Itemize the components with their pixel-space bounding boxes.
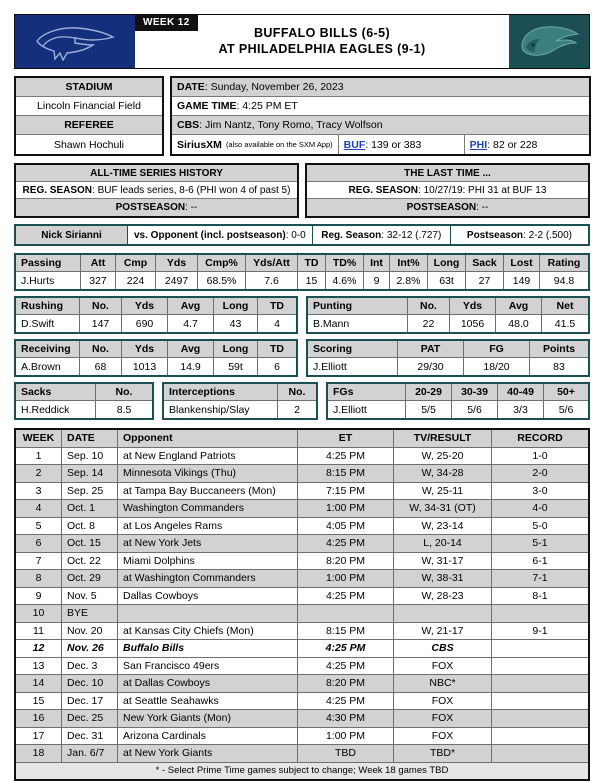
schedule-cell-opponent: at Kansas City Chiefs (Mon) xyxy=(118,623,298,641)
schedule-cell-date: Dec. 10 xyxy=(62,675,118,693)
schedule-cell-opponent: at New York Giants xyxy=(118,745,298,763)
passing-value-10: 63t xyxy=(428,272,466,289)
schedule-cell-et xyxy=(298,605,394,623)
passing-value-3: 2497 xyxy=(156,272,198,289)
receiving-value-1: 68 xyxy=(80,358,122,375)
schedule-cell-record xyxy=(492,710,588,728)
punting-value-4: 41.5 xyxy=(554,317,576,330)
scoring-value-2: 18/20 xyxy=(464,358,530,375)
schedule-cell-tv: W, 23-14 xyxy=(394,518,492,536)
passing-header-6: TD xyxy=(298,255,326,272)
schedule-cell-record xyxy=(492,640,588,658)
schedule-header-row xyxy=(16,430,588,448)
schedule-cell-opponent: San Francisco 49ers xyxy=(118,658,298,676)
table-row[interactable] xyxy=(16,745,588,763)
schedule-cell-week: 16 xyxy=(16,710,62,728)
sacks-stats-table xyxy=(14,382,154,420)
schedule-cell-week: 7 xyxy=(16,553,62,571)
schedule-cell-week: 18 xyxy=(16,745,62,763)
schedule-cell-date: Jan. 6/7 xyxy=(62,745,118,763)
table-row[interactable] xyxy=(16,465,588,483)
schedule-cell-tv: W, 34-31 (OT) xyxy=(394,500,492,518)
passing-header-12: Lost xyxy=(504,255,540,272)
passing-value-6: 15 xyxy=(298,272,326,289)
punting-value-0: B.Mann xyxy=(308,315,408,332)
schedule-cell-opponent: Buffalo Bills xyxy=(118,640,298,658)
schedule-cell-tv: FOX xyxy=(394,693,492,711)
schedule-cell-week: 13 xyxy=(16,658,62,676)
schedule-cell-tv: W, 25-20 xyxy=(394,448,492,466)
schedule-header-et: ET xyxy=(298,430,394,448)
punting-header-1: No. xyxy=(408,298,450,315)
table-row[interactable] xyxy=(16,658,588,676)
schedule-cell-et: 1:00 PM xyxy=(298,728,394,746)
coach-vs-opponent-label: vs. Opponent (incl. postseason) xyxy=(134,229,286,241)
fgs-header-3: 40-49 xyxy=(498,384,544,401)
coach-vs-opponent: vs. Opponent (incl. postseason) : 0-0 xyxy=(128,226,313,244)
schedule-cell-record: 5-0 xyxy=(492,518,588,536)
radio-home-value: 82 or 228 xyxy=(493,138,538,151)
schedule-cell-tv: W, 34-28 xyxy=(394,465,492,483)
radio-home-team-link[interactable]: PHI xyxy=(469,138,488,151)
schedule-cell-et: TBD xyxy=(298,745,394,763)
passing-header-1: Att xyxy=(81,255,116,272)
passing-header-11: Sack xyxy=(466,255,504,272)
gametime-row: GAME TIME : 4:25 PM ET xyxy=(172,97,589,116)
schedule-cell-opponent xyxy=(118,605,298,623)
schedule-cell-et: 8:15 PM xyxy=(298,465,394,483)
receiving-value-0: A.Brown xyxy=(16,358,80,375)
scoring-value-3: 83 xyxy=(553,360,565,373)
schedule-cell-record: 7-1 xyxy=(492,570,588,588)
table-row[interactable] xyxy=(16,535,588,553)
punting-header-0: Punting xyxy=(308,298,408,315)
schedule-cell-record xyxy=(492,745,588,763)
schedule-cell-opponent: Minnesota Vikings (Thu) xyxy=(118,465,298,483)
matchup-title xyxy=(135,15,509,68)
schedule-cell-date: Nov. 5 xyxy=(62,588,118,606)
scoring-header-1: PAT xyxy=(398,341,464,358)
fgs-value-4: 5/6 xyxy=(558,403,574,416)
tv-label: CBS xyxy=(177,119,200,131)
table-row[interactable] xyxy=(16,728,588,746)
schedule-cell-tv: FOX xyxy=(394,658,492,676)
fgs-header-2: 30-39 xyxy=(452,384,498,401)
coach-reg-season-label: Reg. Season xyxy=(321,229,382,241)
table-row[interactable] xyxy=(16,588,588,606)
passing-value-8: 9 xyxy=(364,272,390,289)
title-line-home: AT PHILADELPHIA EAGLES (9-1) xyxy=(218,41,426,56)
referee-value: Shawn Hochuli xyxy=(16,135,162,154)
head-coach-name: Nick Sirianni xyxy=(16,226,128,244)
rushing-value-4: 43 xyxy=(214,315,258,332)
all-time-series-regular: REG. SEASON : BUF leads series, 8-6 (PHI won 4 of past 5) xyxy=(16,182,297,199)
schedule-cell-week: 14 xyxy=(16,675,62,693)
date-label: DATE xyxy=(177,81,205,93)
rushing-header-5: TD xyxy=(258,298,296,315)
schedule-cell-et: 4:25 PM xyxy=(298,588,394,606)
scoring-value-0: J.Elliott xyxy=(308,358,398,375)
title-line-away: BUFFALO BILLS (6-5) xyxy=(253,25,391,40)
schedule-cell-date: Nov. 26 xyxy=(62,640,118,658)
schedule-cell-date: Oct. 29 xyxy=(62,570,118,588)
schedule-cell-record xyxy=(492,675,588,693)
all-time-series-title: ALL-TIME SERIES HISTORY xyxy=(16,165,297,182)
schedule-cell-record xyxy=(492,658,588,676)
all-time-post-label: POSTSEASON xyxy=(115,202,186,213)
schedule-cell-week: 15 xyxy=(16,693,62,711)
receiving-header-1: No. xyxy=(80,341,122,358)
fgs-value-3: 3/3 xyxy=(498,401,544,418)
schedule-cell-et: 8:15 PM xyxy=(298,623,394,641)
schedule-cell-week: 2 xyxy=(16,465,62,483)
schedule-cell-week: 1 xyxy=(16,448,62,466)
passing-value-5: 7.6 xyxy=(246,272,298,289)
gametime-label: GAME TIME xyxy=(177,100,237,112)
schedule-cell-record: 8-1 xyxy=(492,588,588,606)
table-row[interactable] xyxy=(16,483,588,501)
passing-header-row xyxy=(16,255,588,272)
fgs-header-1: 20-29 xyxy=(406,384,452,401)
schedule-cell-date: Dec. 17 xyxy=(62,693,118,711)
punting-value-3: 48.0 xyxy=(496,315,542,332)
schedule-cell-opponent: Miami Dolphins xyxy=(118,553,298,571)
schedule-cell-et: 4:05 PM xyxy=(298,518,394,536)
passing-value-11: 27 xyxy=(466,272,504,289)
schedule-cell-tv: CBS xyxy=(394,640,492,658)
schedule-cell-date: Nov. 20 xyxy=(62,623,118,641)
schedule-cell-tv: W, 28-23 xyxy=(394,588,492,606)
sacks-value-1: 8.5 xyxy=(116,403,132,416)
schedule-cell-tv: NBC* xyxy=(394,675,492,693)
schedule-cell-et: 4:25 PM xyxy=(298,658,394,676)
table-row[interactable] xyxy=(16,570,588,588)
receiving-header-0: Receiving xyxy=(16,341,80,358)
receiving-value-3: 14.9 xyxy=(168,358,214,375)
passing-value-9: 2.8% xyxy=(390,272,428,289)
rushing-value-3: 4.7 xyxy=(168,315,214,332)
punting-stats-table xyxy=(306,296,590,334)
table-row[interactable] xyxy=(16,710,588,728)
radio-row xyxy=(172,135,589,154)
matchup-header xyxy=(14,14,590,69)
schedule-cell-tv: W, 38-31 xyxy=(394,570,492,588)
coach-postseason-label: Postseason xyxy=(466,229,524,241)
schedule-cell-opponent: Arizona Cardinals xyxy=(118,728,298,746)
schedule-cell-week: 3 xyxy=(16,483,62,501)
schedule-cell-date: Sep. 25 xyxy=(62,483,118,501)
broadcast-block xyxy=(170,76,591,156)
field-goals-stats-table xyxy=(326,382,590,420)
passing-value-0: J.Hurts xyxy=(16,272,81,289)
game-notes-page xyxy=(0,14,604,780)
rushing-punting-row xyxy=(14,296,590,334)
schedule-cell-week: 6 xyxy=(16,535,62,553)
schedule-cell-et: 8:20 PM xyxy=(298,675,394,693)
fgs-value-2: 5/6 xyxy=(452,401,498,418)
season-schedule-table xyxy=(14,428,590,781)
passing-header-5: Yds/Att xyxy=(246,255,298,272)
radio-away-channel[interactable]: BUF : 139 or 383 xyxy=(339,135,465,154)
schedule-cell-date: Dec. 31 xyxy=(62,728,118,746)
schedule-cell-record: 4-0 xyxy=(492,500,588,518)
receiving-value-5: 6 xyxy=(274,360,280,373)
schedule-cell-date: Sep. 10 xyxy=(62,448,118,466)
interceptions-value-0: Blankenship/Slay xyxy=(164,401,278,418)
schedule-cell-record: 3-0 xyxy=(492,483,588,501)
last-time-reg-value: 10/27/19: PHI 31 at BUF 13 xyxy=(423,184,547,196)
stadium-referee-block xyxy=(14,76,164,156)
all-time-post-value: -- xyxy=(190,202,198,213)
sacks-header-1: No. xyxy=(96,384,152,401)
fgs-header-0: FGs xyxy=(328,384,406,401)
passing-header-7: TD% xyxy=(326,255,364,272)
schedule-body xyxy=(16,448,588,763)
game-info-section xyxy=(14,76,590,156)
schedule-cell-tv: TBD* xyxy=(394,745,492,763)
schedule-cell-tv: W, 21-17 xyxy=(394,623,492,641)
last-time-post-label: POSTSEASON xyxy=(406,202,477,213)
passing-value-2: 224 xyxy=(116,272,156,289)
radio-provider xyxy=(172,135,339,154)
passing-value-7: 4.6% xyxy=(326,272,364,289)
table-row[interactable] xyxy=(16,448,588,466)
schedule-cell-et: 4:25 PM xyxy=(298,448,394,466)
last-time-post-value: -- xyxy=(481,202,489,213)
date-row: DATE : Sunday, November 26, 2023 xyxy=(172,78,589,97)
rushing-value-1: 147 xyxy=(80,315,122,332)
passing-data-row xyxy=(16,272,588,289)
last-time-title: THE LAST TIME ... xyxy=(307,165,588,182)
schedule-cell-opponent: at Seattle Seahawks xyxy=(118,693,298,711)
schedule-cell-opponent: at New England Patriots xyxy=(118,448,298,466)
receiving-header-5: TD xyxy=(258,341,296,358)
passing-header-13: Rating xyxy=(540,255,588,272)
radio-label: SiriusXM xyxy=(177,138,222,151)
fgs-header-4: 50+ xyxy=(544,384,588,401)
head-coach-record-bar xyxy=(14,224,590,246)
punting-value-2: 1056 xyxy=(450,315,496,332)
sacks-value-0: H.Reddick xyxy=(16,401,96,418)
table-row[interactable] xyxy=(16,553,588,571)
date-value: Sunday, November 26, 2023 xyxy=(210,81,344,93)
series-history-section xyxy=(14,163,590,218)
rushing-header-0: Rushing xyxy=(16,298,80,315)
gametime-value: 4:25 PM ET xyxy=(242,100,298,112)
passing-header-10: Long xyxy=(428,255,466,272)
all-time-series-block xyxy=(14,163,299,218)
schedule-cell-opponent: at Los Angeles Rams xyxy=(118,518,298,536)
passing-value-13: 94.8 xyxy=(553,274,575,287)
scoring-header-0: Scoring xyxy=(308,341,398,358)
fgs-value-0: J.Elliott xyxy=(328,401,406,418)
all-time-series-postseason: POSTSEASON : -- xyxy=(16,199,297,216)
schedule-cell-et: 4:25 PM xyxy=(298,535,394,553)
all-time-reg-label: REG. SEASON xyxy=(22,184,93,196)
stadium-label: STADIUM xyxy=(16,78,162,97)
interceptions-header-1: No. xyxy=(278,384,316,401)
schedule-cell-tv: FOX xyxy=(394,710,492,728)
schedule-cell-opponent: Dallas Cowboys xyxy=(118,588,298,606)
rushing-stats-table xyxy=(14,296,298,334)
schedule-cell-et: 1:00 PM xyxy=(298,500,394,518)
coach-postseason-value: 2-2 (.500) xyxy=(528,229,572,241)
rushing-header-2: Yds xyxy=(122,298,168,315)
schedule-cell-tv: W, 31-17 xyxy=(394,553,492,571)
schedule-cell-tv: L, 20-14 xyxy=(394,535,492,553)
schedule-cell-et: 4:25 PM xyxy=(298,640,394,658)
schedule-cell-record xyxy=(492,728,588,746)
schedule-header-tv: TV/RESULT xyxy=(394,430,492,448)
interceptions-value-1: 2 xyxy=(294,403,300,416)
stadium-value: Lincoln Financial Field xyxy=(16,97,162,116)
scoring-stats-table xyxy=(306,339,590,377)
schedule-cell-record: 2-0 xyxy=(492,465,588,483)
tv-value: Jim Nantz, Tony Romo, Tracy Wolfson xyxy=(205,119,383,131)
schedule-cell-week: 17 xyxy=(16,728,62,746)
schedule-cell-record xyxy=(492,693,588,711)
schedule-cell-date: Sep. 14 xyxy=(62,465,118,483)
week-badge: WEEK 12 xyxy=(135,15,198,31)
table-row[interactable] xyxy=(16,623,588,641)
schedule-header-date: DATE xyxy=(62,430,118,448)
tv-row: CBS : Jim Nantz, Tony Romo, Tracy Wolfson xyxy=(172,116,589,135)
schedule-cell-et: 4:30 PM xyxy=(298,710,394,728)
referee-label: REFEREE xyxy=(16,116,162,135)
schedule-cell-date: Dec. 3 xyxy=(62,658,118,676)
schedule-header-opponent: Opponent xyxy=(118,430,298,448)
table-row[interactable] xyxy=(16,693,588,711)
punting-header-4: Net xyxy=(542,298,588,315)
schedule-cell-date: Oct. 1 xyxy=(62,500,118,518)
passing-header-3: Yds xyxy=(156,255,198,272)
schedule-cell-opponent: Washington Commanders xyxy=(118,500,298,518)
passing-header-2: Cmp xyxy=(116,255,156,272)
passing-header-8: Int xyxy=(364,255,390,272)
schedule-cell-opponent: at New York Jets xyxy=(118,535,298,553)
schedule-cell-record xyxy=(492,605,588,623)
interceptions-header-0: Interceptions xyxy=(164,384,278,401)
schedule-cell-date: Oct. 8 xyxy=(62,518,118,536)
schedule-cell-week: 11 xyxy=(16,623,62,641)
defense-kicking-row xyxy=(14,382,590,420)
receiving-header-4: Long xyxy=(214,341,258,358)
table-row[interactable] xyxy=(16,605,588,623)
punting-value-1: 22 xyxy=(408,315,450,332)
schedule-cell-record: 5-1 xyxy=(492,535,588,553)
schedule-cell-date: Oct. 22 xyxy=(62,553,118,571)
schedule-cell-week: 8 xyxy=(16,570,62,588)
buffalo-bills-logo xyxy=(15,15,135,68)
schedule-cell-week: 4 xyxy=(16,500,62,518)
passing-header-9: Int% xyxy=(390,255,428,272)
interceptions-stats-table xyxy=(162,382,318,420)
last-time-reg-label: REG. SEASON xyxy=(348,184,419,196)
last-time-block xyxy=(305,163,590,218)
schedule-cell-tv: W, 25-11 xyxy=(394,483,492,501)
rushing-value-0: D.Swift xyxy=(16,315,80,332)
receiving-value-2: 1013 xyxy=(122,358,168,375)
receiving-scoring-row xyxy=(14,339,590,377)
all-time-reg-value: BUF leads series, 8-6 (PHI won 4 of past 5) xyxy=(97,184,291,196)
schedule-cell-et: 8:20 PM xyxy=(298,553,394,571)
coach-postseason: Postseason : 2-2 (.500) xyxy=(466,229,572,241)
last-time-regular: REG. SEASON : 10/27/19: PHI 31 at BUF 13 xyxy=(307,182,588,199)
radio-home-channel[interactable]: PHI : 82 or 228 xyxy=(465,135,589,154)
schedule-cell-week: 5 xyxy=(16,518,62,536)
table-row[interactable] xyxy=(16,675,588,693)
schedule-cell-date: Dec. 25 xyxy=(62,710,118,728)
punting-header-3: Avg xyxy=(496,298,542,315)
schedule-cell-opponent: at Washington Commanders xyxy=(118,570,298,588)
schedule-cell-opponent: at Dallas Cowboys xyxy=(118,675,298,693)
scoring-value-1: 29/30 xyxy=(398,358,464,375)
rushing-header-1: No. xyxy=(80,298,122,315)
passing-header-0: Passing xyxy=(16,255,81,272)
receiving-value-4: 59t xyxy=(214,358,258,375)
schedule-cell-opponent: New York Giants (Mon) xyxy=(118,710,298,728)
coach-vs-opponent-value: 0-0 xyxy=(291,229,306,241)
passing-header-4: Cmp% xyxy=(198,255,246,272)
receiving-header-2: Yds xyxy=(122,341,168,358)
radio-away-team-link[interactable]: BUF xyxy=(343,138,366,151)
receiving-stats-table xyxy=(14,339,298,377)
passing-stats-table xyxy=(14,253,590,291)
schedule-cell-opponent: at Tampa Bay Buccaneers (Mon) xyxy=(118,483,298,501)
schedule-cell-tv xyxy=(394,605,492,623)
schedule-cell-et: 7:15 PM xyxy=(298,483,394,501)
philadelphia-eagles-logo xyxy=(509,15,589,68)
punting-header-2: Yds xyxy=(450,298,496,315)
table-row[interactable] xyxy=(16,518,588,536)
passing-value-4: 68.5% xyxy=(198,272,246,289)
rushing-header-3: Avg xyxy=(168,298,214,315)
table-row[interactable] xyxy=(16,640,588,658)
receiving-header-3: Avg xyxy=(168,341,214,358)
schedule-cell-record: 1-0 xyxy=(492,448,588,466)
scoring-header-3: Points xyxy=(530,341,588,358)
schedule-cell-et: 1:00 PM xyxy=(298,570,394,588)
passing-value-12: 149 xyxy=(504,272,540,289)
schedule-cell-et: 4:25 PM xyxy=(298,693,394,711)
radio-note: (also available on the SXM App) xyxy=(225,140,333,149)
schedule-cell-week: 12 xyxy=(16,640,62,658)
schedule-footnote: * - Select Prime Time games subject to change; Week 18 games TBD xyxy=(16,763,588,779)
sacks-header-0: Sacks xyxy=(16,384,96,401)
schedule-cell-week: 10 xyxy=(16,605,62,623)
coach-reg-season-value: 32-12 (.727) xyxy=(386,229,442,241)
schedule-cell-week: 9 xyxy=(16,588,62,606)
schedule-cell-record: 6-1 xyxy=(492,553,588,571)
schedule-cell-date: BYE xyxy=(62,605,118,623)
rushing-header-4: Long xyxy=(214,298,258,315)
schedule-cell-tv: FOX xyxy=(394,728,492,746)
coach-reg-season: Reg. Season : 32-12 (.727) xyxy=(313,226,451,244)
table-row[interactable] xyxy=(16,500,588,518)
schedule-cell-date: Oct. 15 xyxy=(62,535,118,553)
schedule-header-week: WEEK xyxy=(16,430,62,448)
schedule-cell-record: 9-1 xyxy=(492,623,588,641)
last-time-postseason: POSTSEASON : -- xyxy=(307,199,588,216)
scoring-header-2: FG xyxy=(464,341,530,358)
fgs-value-1: 5/5 xyxy=(406,401,452,418)
rushing-value-2: 690 xyxy=(122,315,168,332)
rushing-value-5: 4 xyxy=(274,317,280,330)
passing-value-1: 327 xyxy=(81,272,116,289)
schedule-header-record: RECORD xyxy=(492,430,588,448)
radio-away-value: 139 or 383 xyxy=(371,138,422,151)
